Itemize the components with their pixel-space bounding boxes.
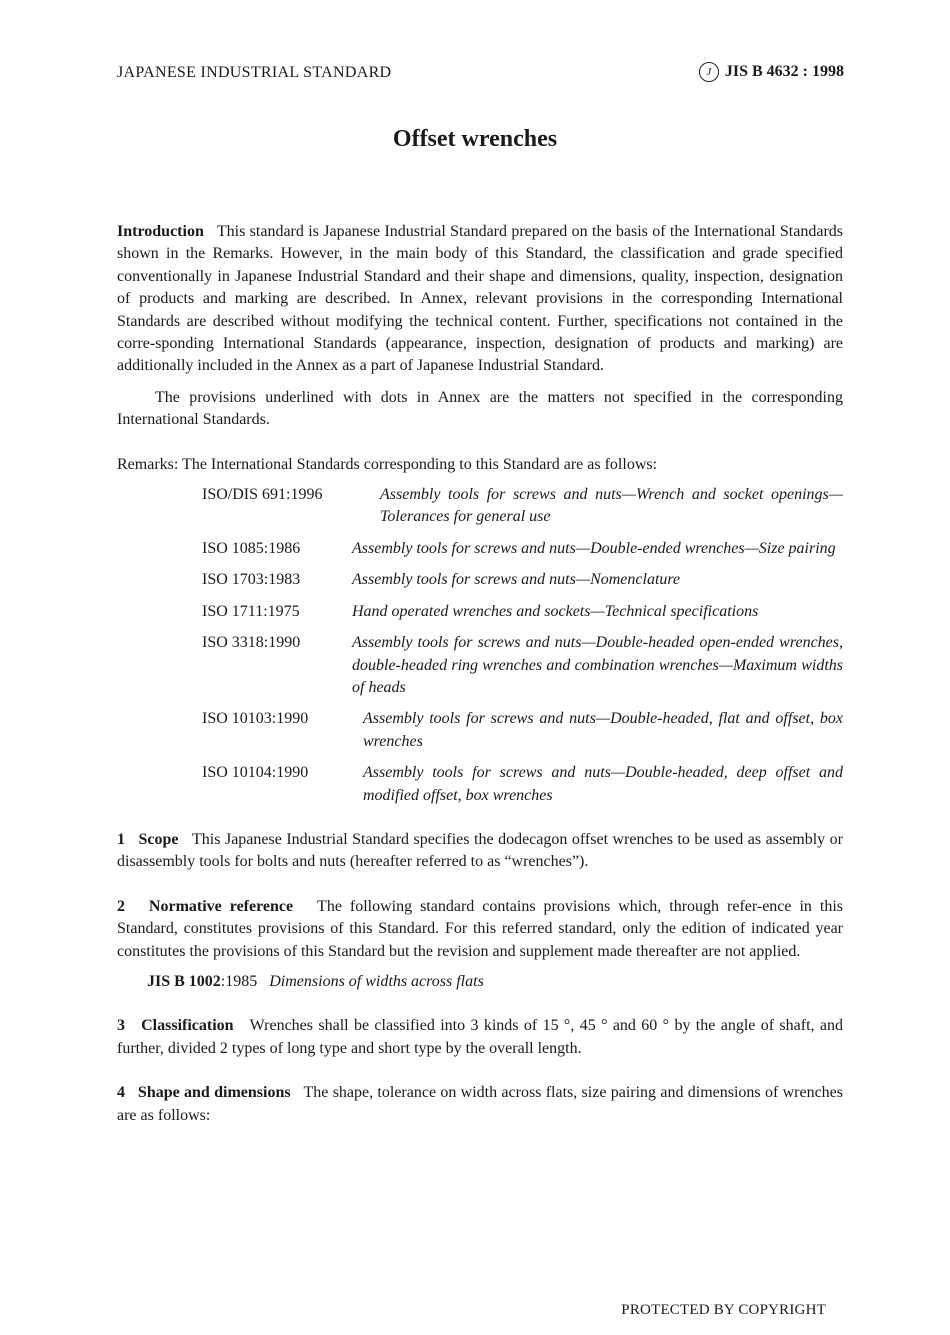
section-text: Wrenches shall be classified into 3 kinds of 15 °, 45 ° and 60 ° by the angle of shaft, and further, divided 2 types of long type and short type by the overall length.: [117, 1017, 844, 1057]
copyright-footer: PROTECTED BY COPYRIGHT: [621, 1302, 826, 1318]
section-text: The following standard contains provisions which, through refer-ence in this Standard, constitutes provisions of this Standard. For this referred standard, only the edition of indicated year constitutes the provisions of this Standard but the revision and supplement made thereafter are not applied.: [117, 897, 844, 960]
section-heading: Normative reference: [148, 897, 294, 915]
section-shape-dimensions: [117, 1082, 843, 1127]
introduction-heading: Introduction: [117, 223, 204, 240]
reference-title: Assembly tools for screws and nuts—Wrench and socket openings—Tolerances for general use: [380, 486, 843, 526]
header-designation-text: JIS B 4632 : 1998: [724, 63, 844, 80]
header-designation: [699, 62, 844, 82]
reference-title: Assembly tools for screws and nuts—Double-headed, flat and offset, box wrenches: [363, 710, 843, 750]
section-text: This Japanese Industrial Standard specifies the dodecagon offset wrenches to be used as assembly or disassembly tools for bolts and nuts (hereafter referred to as “wrenches”).: [117, 830, 844, 871]
remarks-label: Remarks:: [117, 455, 179, 473]
remarks-line: [117, 454, 843, 476]
reference-item: [202, 484, 843, 529]
reference-code: ISO 1711:1975: [202, 602, 300, 620]
jis-reference-year: :1985: [220, 972, 258, 990]
reference-code: ISO 3318:1990: [202, 634, 301, 652]
reference-title: Assembly tools for screws and nuts—Double-ended wrenches—Size pairing: [352, 539, 836, 557]
reference-code: ISO 1085:1986: [202, 539, 301, 557]
reference-item: [202, 762, 843, 807]
section-scope: [117, 829, 843, 874]
jis-reference-code: JIS B 1002: [147, 972, 221, 990]
section-classification: [117, 1015, 843, 1060]
reference-item: [202, 708, 843, 753]
reference-code: ISO 1703:1983: [202, 571, 301, 589]
jis-reference-title: Dimensions of widths across flats: [269, 972, 484, 990]
reference-list: [202, 484, 843, 807]
section-number: 4: [117, 1084, 125, 1102]
introduction-paragraph: [117, 221, 843, 378]
normative-reference-item: [147, 971, 843, 993]
section-heading: Shape and dimensions: [137, 1084, 291, 1102]
document-body: [117, 221, 843, 1127]
page-title: Offset wrenches: [392, 126, 558, 152]
reference-item: [202, 569, 843, 591]
reference-item: [202, 601, 843, 623]
jis-mark-icon: J: [699, 62, 719, 82]
reference-title: Assembly tools for screws and nuts—Double-headed open-ended wrenches, double-headed ring wrenches and combination wrenches—Maximum widths of heads: [352, 634, 843, 696]
section-text: The shape, tolerance on width across flats, size pairing and dimensions of wrenches are as follows:: [117, 1084, 844, 1124]
section-number: 3: [117, 1017, 125, 1035]
reference-code: ISO 10104:1990: [202, 764, 309, 782]
reference-item: [202, 538, 843, 560]
introduction-paragraph-2: The provisions underlined with dots in Annex are the matters not specified in the corresponding International Standards.: [117, 388, 843, 429]
section-number: 2: [117, 897, 125, 915]
header-standard-label: JAPANESE INDUSTRIAL STANDARD: [117, 64, 392, 81]
reference-code: ISO 10103:1990: [202, 710, 309, 728]
reference-title: Assembly tools for screws and nuts—Nomenclature: [352, 571, 681, 589]
remarks-text: The International Standards corresponding to this Standard are as follows:: [182, 455, 658, 473]
introduction-text: This standard is Japanese Industrial Standard prepared on the basis of the International Standards shown in the Remarks. However, in the main body of this Standard, the classification and grade specified conventionally in Japanese Industrial Standard and their shape and dimensions, quality, inspection, designation of products and marking are described. In Annex, relevant provisions in the corresponding International Standards are described without modifying the technical content. Further, specifications not contained in the corre-sponding International Standards (appearance, inspection, designation of products and marking) are additionally included in the Annex as a part of Japanese Industrial Standard.: [117, 223, 843, 375]
section-heading: Classification: [141, 1017, 234, 1035]
section-heading: Scope: [138, 830, 179, 848]
section-number: 1: [117, 830, 125, 848]
reference-item: [202, 632, 843, 699]
reference-title: Hand operated wrenches and sockets—Technical specifications: [352, 602, 759, 620]
section-normative-reference: [117, 896, 843, 963]
reference-code: ISO/DIS 691:1996: [202, 486, 323, 504]
reference-title: Assembly tools for screws and nuts—Double-headed, deep offset and modified offset, box wrenches: [363, 764, 843, 804]
